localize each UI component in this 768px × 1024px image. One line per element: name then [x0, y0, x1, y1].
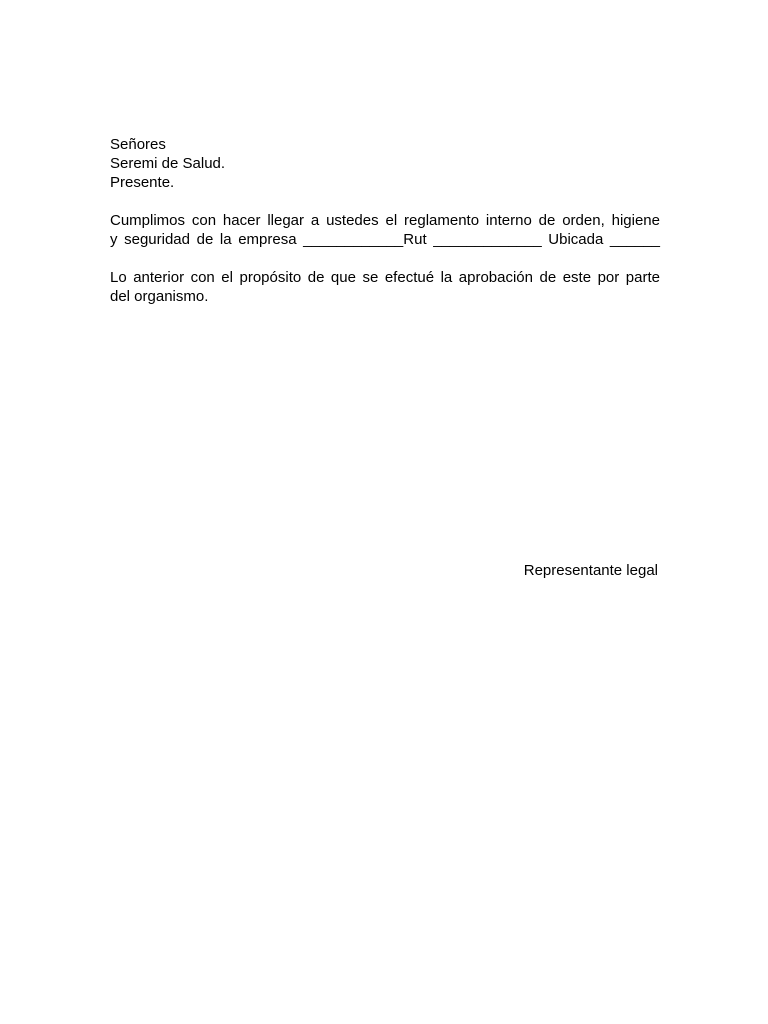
- paragraph-submission: [110, 211, 660, 249]
- paragraph-purpose-line-2: del organismo.: [110, 288, 209, 305]
- salutation-line-presente: Presente.: [110, 174, 175, 191]
- salutation-line-recipient: Señores: [110, 136, 166, 153]
- salutation-line-organization: Seremi de Salud.: [110, 155, 226, 172]
- paragraph-purpose: [110, 268, 660, 306]
- paragraph-purpose-line-1: Lo anterior con el propósito de que se efectué la aprobación de este por parte: [110, 269, 660, 286]
- paragraph-submission-line-2: y seguridad de la empresa ____________Rut _____________ Ubicada ______: [110, 231, 660, 248]
- paragraph-submission-line-1: Cumplimos con hacer llegar a ustedes el reglamento interno de orden, higiene: [110, 212, 660, 229]
- salutation-block: [110, 135, 660, 192]
- signature-label: Representante legal: [523, 562, 658, 579]
- letter-body: [110, 135, 660, 306]
